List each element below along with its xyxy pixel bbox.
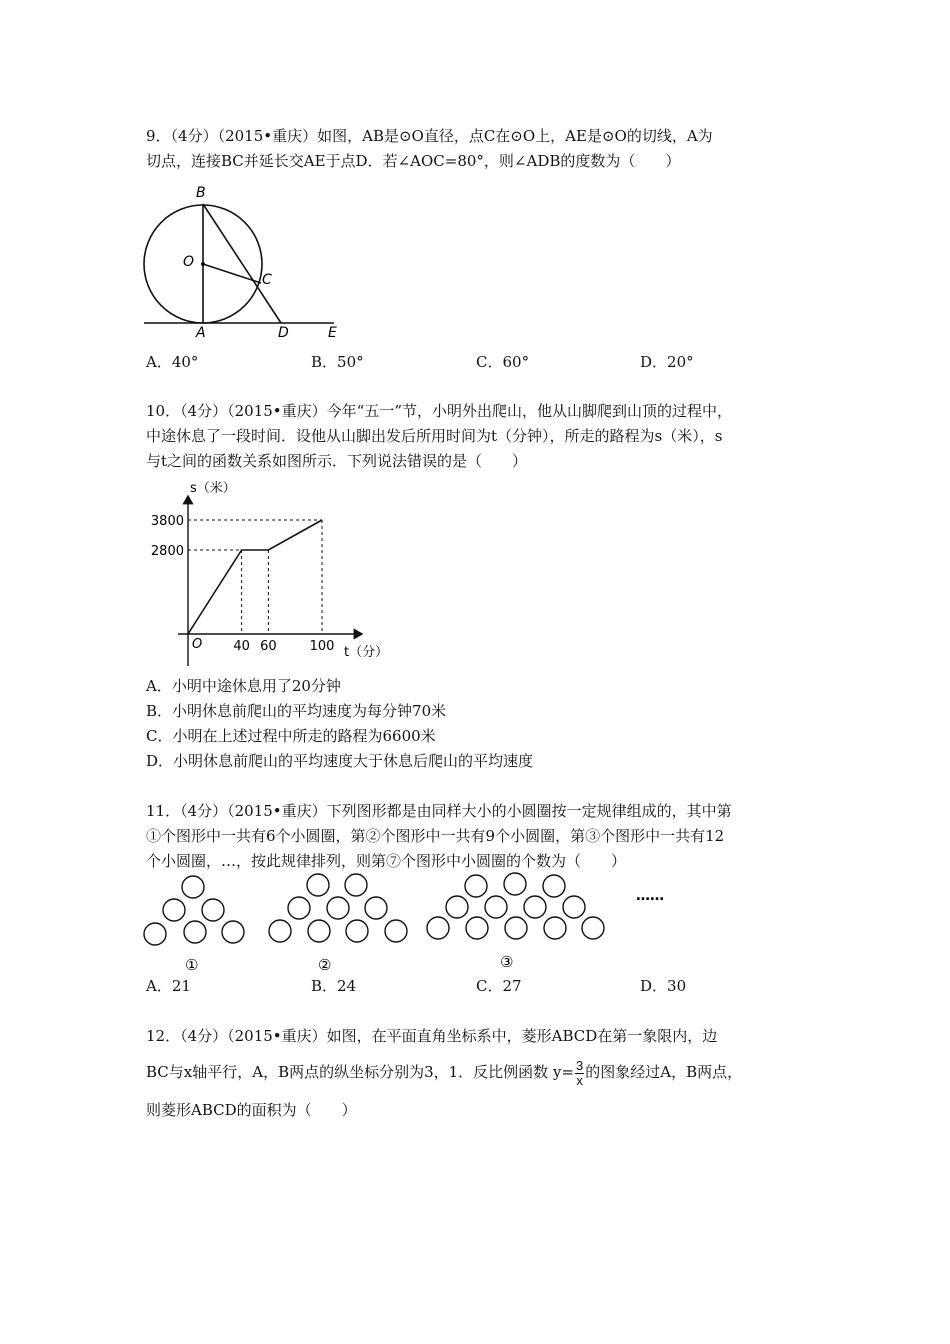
center-point xyxy=(201,262,205,266)
pattern-3 xyxy=(427,873,604,939)
label-o: O xyxy=(183,254,195,270)
q11-stem-line-2: ①个图形中一共有6个小圆圈，第②个图形中一共有9个小圆圈，第③个图形中一共有12 xyxy=(146,827,725,845)
label-d: D xyxy=(278,325,289,340)
q12-stem-line-1: 12．（4分）（2015•重庆）如图，在平面直角坐标系中，菱形ABCD在第一象限内，边 xyxy=(146,1027,718,1045)
q9-option-c: C．60° xyxy=(476,353,530,371)
q10-option-d: D．小明休息前爬山的平均速度大于休息后爬山的平均速度 xyxy=(146,752,534,770)
y-axis-label: s（米） xyxy=(190,481,236,496)
x-axis-label: t（分） xyxy=(344,645,389,660)
q10-stem-line-3: 与t之间的函数关系如图所示．下列说法错误的是（ ） xyxy=(146,452,528,470)
q12-stem-line-3: 则菱形ABCD的面积为（ ） xyxy=(146,1101,357,1119)
q11-circle-patterns xyxy=(140,872,700,974)
q9-option-b: B．50° xyxy=(311,353,364,371)
q10-distance-time-chart xyxy=(140,476,420,672)
x-tick-label-100: 100 xyxy=(309,639,335,654)
label-c: C xyxy=(262,272,272,288)
continuation-ellipsis: …… xyxy=(636,888,664,904)
segment-oc xyxy=(203,264,261,283)
segment-bd xyxy=(203,204,281,323)
q9-stem-line-2: 切点，连接BC并延长交AE于点D．若∠AOC=80°，则∠ADB的度数为（ ） xyxy=(146,152,681,170)
fraction-denominator: x xyxy=(576,1072,583,1088)
q9-option-d: D．20° xyxy=(640,353,694,371)
q11-option-a: A．21 xyxy=(146,977,191,995)
q9-option-a: A．40° xyxy=(146,353,199,371)
q9-circle-figure xyxy=(138,180,358,340)
q12-line-2-prefix: BC与x轴平行，A，B两点的纵坐标分别为3，1．反比例函数 y= xyxy=(146,1063,574,1081)
guide-lines xyxy=(188,520,322,634)
q11-stem-line-1: 11．（4分）（2015•重庆）下列图形都是由同样大小的小圆圈按一定规律组成的，其中第 xyxy=(146,802,732,820)
inverse-function-fraction xyxy=(575,1059,584,1088)
q10-option-a: A．小明中途休息用了20分钟 xyxy=(146,677,341,695)
q12-stem-line-2 xyxy=(146,1054,816,1090)
x-tick-label-40: 40 xyxy=(233,639,250,654)
label-a: A xyxy=(196,325,206,340)
y-tick-label-2800: 2800 xyxy=(150,544,184,559)
q11-option-c: C．27 xyxy=(476,977,522,995)
q11-option-b: B．24 xyxy=(311,977,357,995)
q10-option-c: C．小明在上述过程中所走的路程为6600米 xyxy=(146,727,436,745)
y-tick-label-3800: 3800 xyxy=(150,514,184,529)
pattern-1 xyxy=(144,876,244,945)
q10-option-b: B．小明休息前爬山的平均速度为每分钟70米 xyxy=(146,702,447,720)
pattern-label-2: ② xyxy=(318,956,332,974)
q12-line-2-suffix: 的图象经过A，B两点， xyxy=(585,1063,743,1081)
pattern-label-1: ① xyxy=(185,956,199,974)
label-b: B xyxy=(196,185,206,201)
q10-stem-line-2: 中途休息了一段时间．设他从山脚出发后所用时间为t（分钟），所走的路程为s（米），s xyxy=(146,427,723,445)
q10-stem-line-1: 10．（4分）（2015•重庆）今年“五一”节，小明外出爬山，他从山脚爬到山顶的过程中， xyxy=(146,402,732,420)
x-tick-label-60: 60 xyxy=(260,639,277,654)
fraction-numerator: 3 xyxy=(576,1057,584,1073)
pattern-2 xyxy=(269,874,407,942)
series-line xyxy=(188,520,322,634)
q11-option-d: D．30 xyxy=(640,977,687,995)
label-e: E xyxy=(328,325,337,340)
q9-stem-line-1: 9．（4分）（2015•重庆）如图，AB是⊙O直径，点C在⊙O上，AE是⊙O的切线，A为 xyxy=(146,127,713,145)
q11-stem-line-3: 个小圆圈，…，按此规律排列，则第⑦个图形中小圆圈的个数为（ ） xyxy=(146,852,627,870)
origin-label: O xyxy=(192,637,203,652)
pattern-label-3: ③ xyxy=(500,953,514,971)
